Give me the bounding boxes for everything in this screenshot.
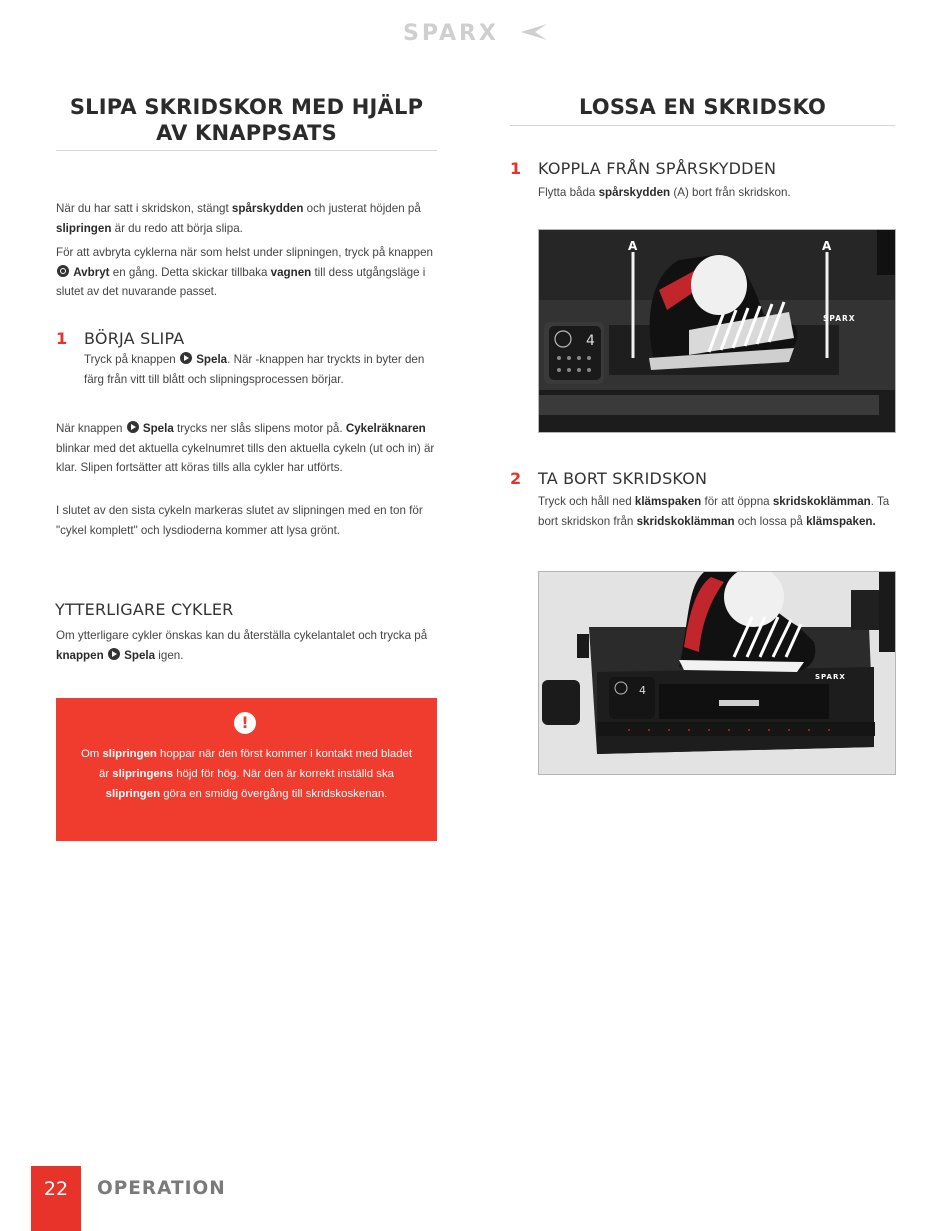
photo-remove-skate — [538, 571, 896, 775]
sparx-logo — [403, 20, 549, 44]
logo-text: SPARX — [403, 21, 499, 44]
svg-text:SPARX: SPARX — [823, 314, 856, 323]
right-step-2-text: Tryck och håll ned klämspaken för att öppna skridskoklämman. Ta bort skridskon från skridskoklämman och lossa på klämspaken. — [538, 495, 890, 528]
svg-text:4: 4 — [639, 684, 646, 697]
section-title: OPERATION — [97, 1178, 226, 1199]
label-a-left: A — [628, 239, 638, 253]
left-step-1-number: 1 — [56, 329, 68, 348]
right-title: LOSSA EN SKRIDSKO — [578, 95, 827, 119]
label-a-right: A — [822, 239, 832, 253]
svg-text:4: 4 — [586, 333, 595, 349]
play-paragraph: När knappen Spela trycks ner slås slipens motor på. Cykelräknaren blinkar med det aktuella cykelnumret tills den aktuella cykeln (ut och in) är klar. Slipen fortsätter att köras tills alla cykler har utförts. — [56, 422, 435, 475]
right-title-divider — [510, 125, 895, 126]
more-cycles-text: Om ytterligare cykler önskas kan du återställa cykelantalet och trycka på knappen Spela igen. — [56, 629, 428, 662]
page-number: 22 — [31, 1166, 81, 1231]
end-paragraph: I slutet av den sista cykeln markeras slutet av slipningen med en ton för "cykel komplett" och lysdioderna kommer att lysa grönt. — [56, 504, 423, 537]
intro-paragraph-1: När du har satt i skridskon, stängt spårskydden och justerat höjden på slipringen är du redo att börja slipa. — [56, 202, 421, 235]
play-icon — [180, 352, 192, 364]
play-icon — [127, 421, 139, 433]
play-icon — [108, 648, 120, 660]
svg-text:SPARX: SPARX — [815, 673, 846, 681]
left-step-1-title: BÖRJA SLIPA — [84, 329, 185, 348]
right-step-2-number: 2 — [510, 469, 522, 488]
right-step-1-number: 1 — [510, 159, 522, 178]
left-step-1-text: Tryck på knappen Spela. När -knappen har tryckts in byter den färg från vitt till blått och slipningsprocessen börjar. — [84, 353, 425, 386]
right-step-1-text: Flytta båda spårskydden (A) bort från skridskon. — [538, 186, 791, 199]
left-title-divider — [56, 150, 437, 151]
warning-icon: ! — [234, 712, 256, 734]
cancel-icon — [57, 265, 69, 277]
more-cycles-title: YTTERLIGARE CYKLER — [55, 600, 234, 619]
warning-box — [56, 698, 437, 841]
intro-paragraph-2: För att avbryta cyklerna när som helst under slipningen, tryck på knappen Avbryt en gång. Detta skickar tillbaka vagnen till dess utgångsläge i slutet av det nuvarande passet. — [56, 246, 433, 299]
right-step-2-title: TA BORT SKRIDSKON — [538, 469, 708, 488]
right-step-1-title: KOPPLA FRÅN SPÅRSKYDDEN — [538, 159, 777, 178]
left-title: SLIPA SKRIDSKOR MED HJÄLP AV KNAPPSATS — [69, 95, 424, 145]
warning-text: Om slipringen hoppar när den först kommer i kontakt med bladet är slipringens höjd för hög. När den är korrekt inställd ska slipringen göra en smidig övergång till skridskoskenan. — [80, 748, 413, 800]
photo-track-guards — [538, 229, 896, 433]
